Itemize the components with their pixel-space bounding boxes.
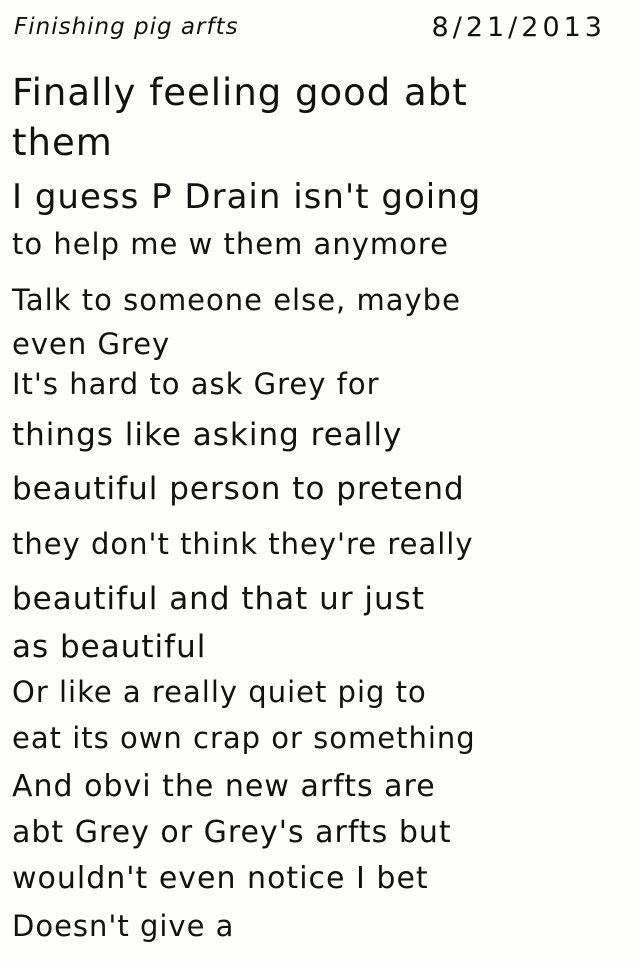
text-line: Doesn't give a [12, 909, 235, 943]
text-line: things like asking really [12, 417, 403, 453]
text-line: eat its own crap or something [12, 721, 476, 755]
text-line: them [12, 121, 113, 164]
text-line: beautiful and that ur just [12, 581, 425, 617]
text-line: abt Grey or Grey's arfts but [12, 815, 452, 850]
text-line: to help me w them anymore [12, 227, 449, 261]
text-line: Finally feeling good abt [12, 71, 468, 114]
text-line: And obvi the new arfts are [12, 769, 436, 804]
text-line: I guess P Drain isn't going [12, 177, 482, 217]
text-line: they don't think they're really [12, 527, 474, 561]
text-line: Talk to someone else, maybe [12, 283, 461, 317]
text-line: Or like a really quiet pig to [12, 675, 427, 709]
text-line: even Grey [12, 327, 171, 361]
text-line: It's hard to ask Grey for [12, 367, 380, 401]
text-line: beautiful person to pretend [12, 471, 465, 507]
text-line: wouldn't even notice I bet [12, 861, 429, 896]
text-line: as beautiful [12, 629, 207, 665]
entry-date: 8/21/2013 [431, 12, 606, 43]
entry-title: Finishing pig arfts [14, 14, 239, 40]
page-header [14, 10, 626, 50]
